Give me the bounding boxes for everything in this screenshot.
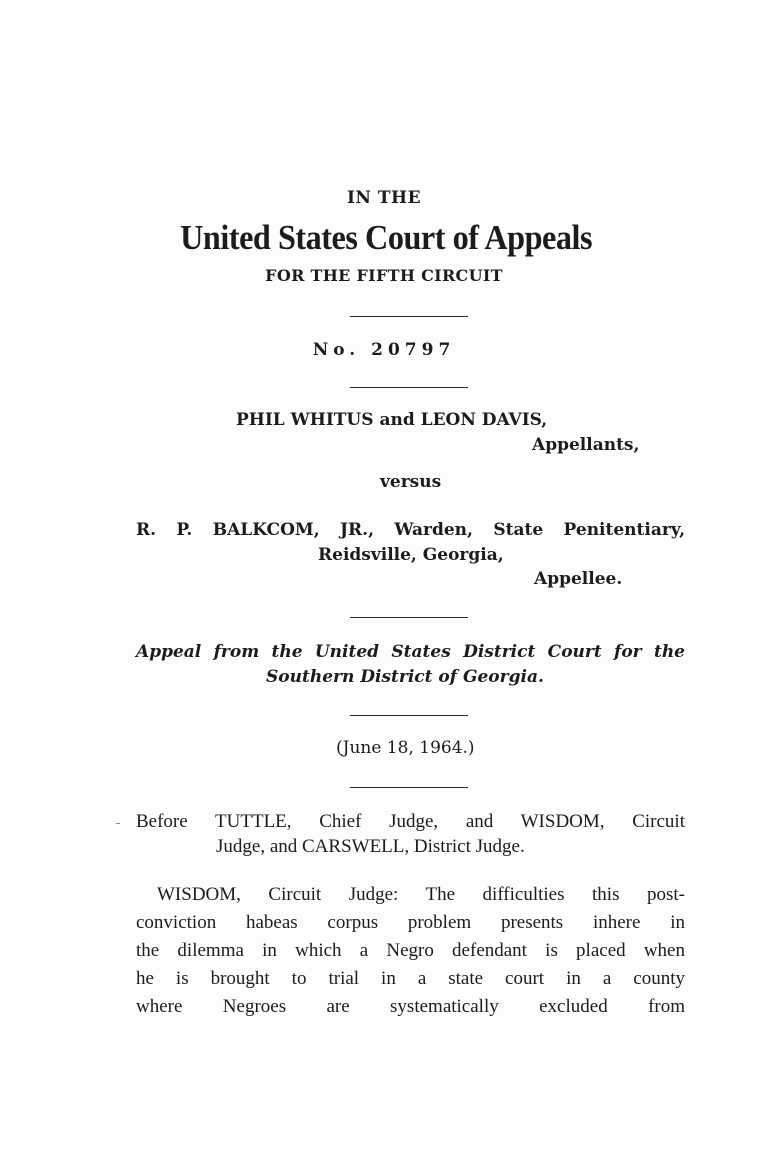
opinion-line: conviction habeas corpus problem presents inhere in <box>136 912 685 933</box>
divider <box>350 617 468 618</box>
margin-mark <box>116 823 120 824</box>
panel-line-2: Judge, and CARSWELL, District Judge. <box>216 836 525 857</box>
divider <box>350 787 468 788</box>
circuit-name: FOR THE FIFTH CIRCUIT <box>265 266 503 285</box>
opinion-line: where Negroes are systematically excluded from <box>136 996 685 1017</box>
opinion-line: he is brought to trial in a state court in a county <box>136 968 685 989</box>
appellee-line-2: Reidsville, Georgia, <box>318 545 504 565</box>
divider <box>350 387 468 388</box>
appellee-role: Appellee. <box>534 569 623 589</box>
opinion-line: WISDOM, Circuit Judge: The difficulties this post- <box>157 884 685 905</box>
appellee-line-1: R. P. BALKCOM, JR., Warden, State Penitentiary, <box>136 520 685 540</box>
versus-label: versus <box>380 472 442 492</box>
appeal-line-1: Appeal from the United States District Court for the <box>136 642 685 662</box>
divider <box>350 715 468 716</box>
appeal-line-2: Southern District of Georgia. <box>266 667 544 687</box>
appellants-role: Appellants, <box>532 435 640 455</box>
decision-date: (June 18, 1964.) <box>336 738 475 758</box>
divider <box>350 316 468 317</box>
docket-number: No. 20797 <box>312 340 456 360</box>
panel-line-1: Before TUTTLE, Chief Judge, and WISDOM, Circuit <box>136 811 685 832</box>
opinion-line: the dilemma in which a Negro defendant is placed when <box>136 940 685 961</box>
appellants-names: PHIL WHITUS and LEON DAVIS, <box>236 410 548 430</box>
court-name: United States Court of Appeals <box>180 218 593 257</box>
caption-in-the: IN THE <box>346 188 422 208</box>
